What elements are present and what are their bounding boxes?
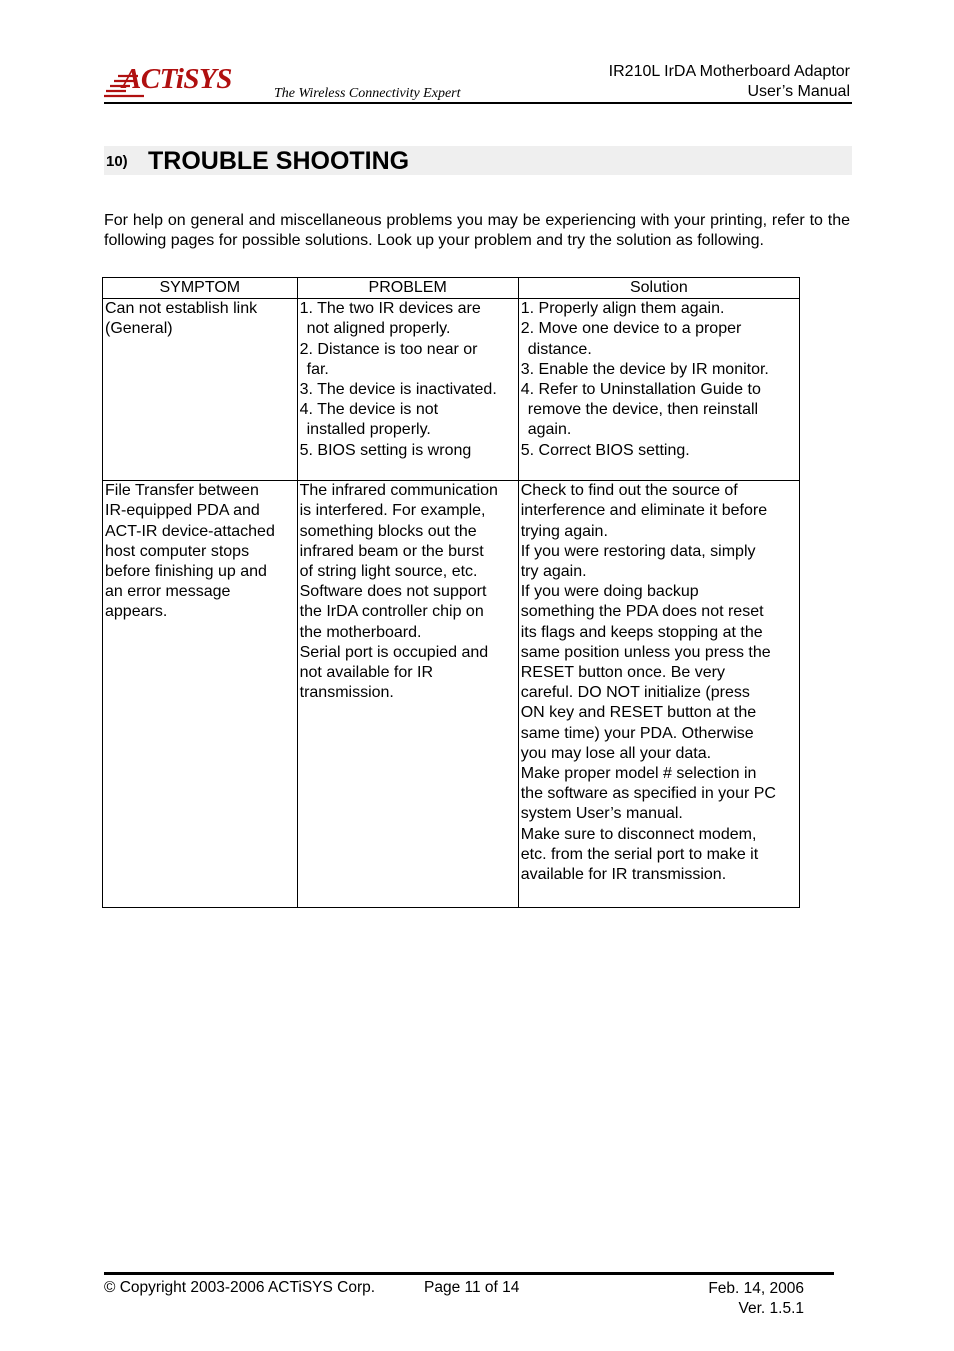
symptom-line: (General) <box>105 320 173 338</box>
page-footer <box>104 1272 834 1317</box>
section-number: 10) <box>106 153 128 170</box>
header-solution: Solution <box>518 278 799 299</box>
solution-line: If you were doing backup <box>520 583 699 601</box>
solution-line: etc. from the serial port to make it <box>520 845 759 863</box>
solution-line: ON key and RESET button at the <box>520 704 757 722</box>
product-name: IR210L IrDA Motherboard Adaptor <box>608 63 850 80</box>
solution-line: the software as specified in your PC <box>520 785 776 803</box>
footer-page-number: Page 11 of 14 <box>424 1279 520 1296</box>
problem-line: 1. The two IR devices are <box>299 300 481 318</box>
solution-line: available for IR transmission. <box>520 866 727 884</box>
table-row <box>103 481 800 908</box>
footer-copyright: © Copyright 2003-2006 ACTiSYS Corp. <box>104 1279 376 1296</box>
solution-line: 3. Enable the device by IR monitor. <box>520 360 769 378</box>
solution-line: 2. Move one device to a proper <box>520 320 742 338</box>
section-title: TROUBLE SHOOTING <box>148 147 410 175</box>
solution-line: careful. DO NOT initialize (press <box>520 684 750 702</box>
problem-line: the IrDA controller chip on <box>299 603 484 621</box>
problem-line: the motherboard. <box>299 623 422 641</box>
problem-line: installed properly. <box>306 421 431 439</box>
solution-line: Make proper model # selection in <box>520 765 757 783</box>
problem-cell <box>297 481 518 908</box>
symptom-cell <box>103 299 298 481</box>
symptom-line: before finishing up and <box>105 563 267 581</box>
symptom-line: IR-equipped PDA and <box>105 502 260 520</box>
problem-line: far. <box>306 360 329 378</box>
problem-line: not available for IR <box>299 664 434 682</box>
manual-name: User’s Manual <box>747 83 850 100</box>
solution-line: its flags and keeps stopping at the <box>520 623 763 641</box>
problem-line: The infrared communication <box>299 482 498 500</box>
solution-line: remove the device, then reinstall <box>527 401 759 419</box>
symptom-line: ACT-IR device-attached <box>105 522 275 540</box>
solution-line: distance. <box>527 340 592 358</box>
solution-line: same time) your PDA. Otherwise <box>520 724 754 742</box>
solution-cell <box>518 299 799 481</box>
solution-line: 1. Properly align them again. <box>520 300 725 318</box>
symptom-line: Can not establish link <box>105 300 258 318</box>
tagline: The Wireless Connectivity Expert <box>274 86 461 101</box>
symptom-line: host computer stops <box>105 542 250 560</box>
solution-line: If you were restoring data, simply <box>520 542 756 560</box>
header-problem: PROBLEM <box>297 278 518 299</box>
problem-line: something blocks out the <box>299 522 477 540</box>
table-row <box>103 299 800 481</box>
logo-text: ACTiSYS <box>122 63 232 95</box>
actisys-logo <box>104 63 264 95</box>
solution-line: Make sure to disconnect modem, <box>520 825 757 843</box>
problem-line: 3. The device is inactivated. <box>299 381 497 399</box>
solution-line: RESET button once. Be very <box>520 664 725 682</box>
problem-line: Serial port is occupied and <box>299 643 489 661</box>
footer-date-version <box>708 1279 804 1319</box>
table-header-row <box>103 278 800 299</box>
symptom-cell <box>103 481 298 908</box>
problem-line: of string light source, etc. <box>299 563 478 581</box>
problem-line: transmission. <box>299 684 394 702</box>
problem-line: not aligned properly. <box>306 320 451 338</box>
problem-line: 5. BIOS setting is wrong <box>299 441 472 459</box>
footer-version: Ver. 1.5.1 <box>738 1300 804 1317</box>
solution-line: Check to find out the source of <box>520 482 738 500</box>
solution-line: something the PDA does not reset <box>520 603 764 621</box>
page-header <box>104 60 852 104</box>
solution-line: again. <box>527 421 572 439</box>
problem-line: infrared beam or the burst <box>299 542 484 560</box>
problem-cell <box>297 299 518 481</box>
solution-line: 5. Correct BIOS setting. <box>520 441 690 459</box>
solution-line: interference and eliminate it before <box>520 502 768 520</box>
solution-line: same position unless you press the <box>520 643 771 661</box>
solution-cell <box>518 481 799 908</box>
header-symptom: SYMPTOM <box>103 278 298 299</box>
solution-line: try again. <box>520 563 587 581</box>
solution-line: you may lose all your data. <box>520 744 712 762</box>
symptom-line: an error message <box>105 583 231 601</box>
header-title-block <box>609 62 850 102</box>
section-heading <box>104 146 852 175</box>
solution-line: system User’s manual. <box>520 805 683 823</box>
footer-date: Feb. 14, 2006 <box>708 1280 804 1297</box>
troubleshooting-table <box>102 277 800 908</box>
intro-paragraph: For help on general and miscellaneous problems you may be experiencing with your printing, refer to the following pages for possible solutions. Look up your problem and try the solution as following. <box>104 212 850 250</box>
symptom-line: appears. <box>105 603 168 621</box>
solution-line: trying again. <box>520 522 608 540</box>
solution-line: 4. Refer to Uninstallation Guide to <box>520 381 761 399</box>
problem-line: 2. Distance is too near or <box>299 340 478 358</box>
problem-line: Software does not support <box>299 583 487 601</box>
symptom-line: File Transfer between <box>105 482 259 500</box>
problem-line: is interfered. For example, <box>299 502 486 520</box>
problem-line: 4. The device is not <box>299 401 439 419</box>
